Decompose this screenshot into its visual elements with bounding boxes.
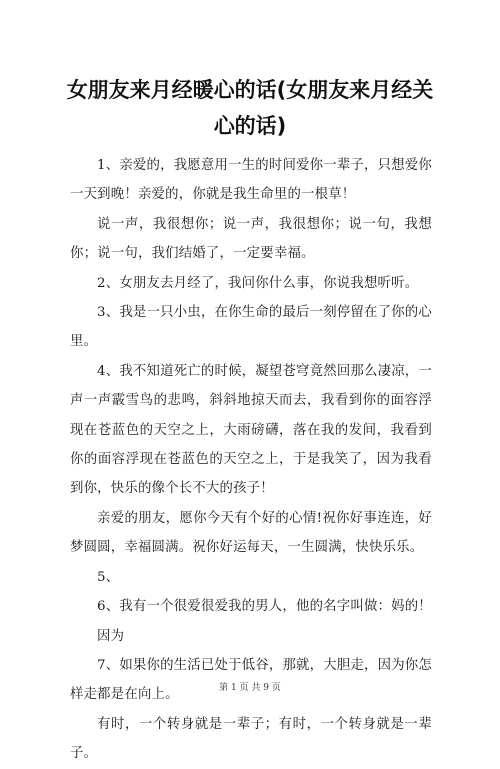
paragraph-6: 亲爱的朋友，愿你今天有个好的心情!祝你好事连连，好梦圆圆，幸福圆满。祝你好运每天，一生圆满，快快乐乐。: [70, 510, 432, 556]
paragraph-11: 有时，一个转身就是一辈子；有时，一个转身就是一辈子。: [70, 716, 432, 762]
paragraph-7: 5、: [97, 569, 120, 585]
paragraph-10: 7、如果你的生活已处于低谷，那就，大胆走，因为你怎样走都是在向上。: [70, 657, 432, 703]
page-number-footer: 第 1 页 共 9 页: [219, 683, 281, 693]
paragraph-9: 因为: [97, 628, 125, 644]
document-body: [70, 151, 432, 769]
document-title: 女朋友来月经暖心的话(女朋友来月经关心的话): [66, 78, 434, 138]
paragraph-3: 2、女朋友去月经了，我问你什么事，你说我想听听。: [97, 275, 419, 291]
paragraph-2: 说一声，我很想你；说一声，我很想你；说一句，我想你；说一句，我们结婚了，一定要幸福。: [70, 216, 432, 262]
paragraph-4: 3、我是一只小虫，在你生命的最后一刻停留在了你的心里。: [70, 305, 432, 350]
paragraph-5: 4、我不知道死亡的时候，凝望苍穹竟然回那么凄凉，一声一声霰雪鸟的悲鸣，斜斜地掠天而去，我看到你的面容浮现在苍蓝色的天空之上，大雨磅礴，落在我的发间，我看到你的面容浮现在苍蓝色的天空之上，于是我笑了，因为我看到你，快乐的像个长不大的孩子！: [70, 363, 432, 497]
paragraph-1: 1、亲爱的，我愿意用一生的时间爱你一辈子，只想爱你一天到晚！亲爱的，你就是我生命里的一根草！: [70, 158, 432, 203]
paragraph-8: 6、我有一个很爱很爱我的男人，他的名字叫做：妈的！: [97, 599, 432, 615]
